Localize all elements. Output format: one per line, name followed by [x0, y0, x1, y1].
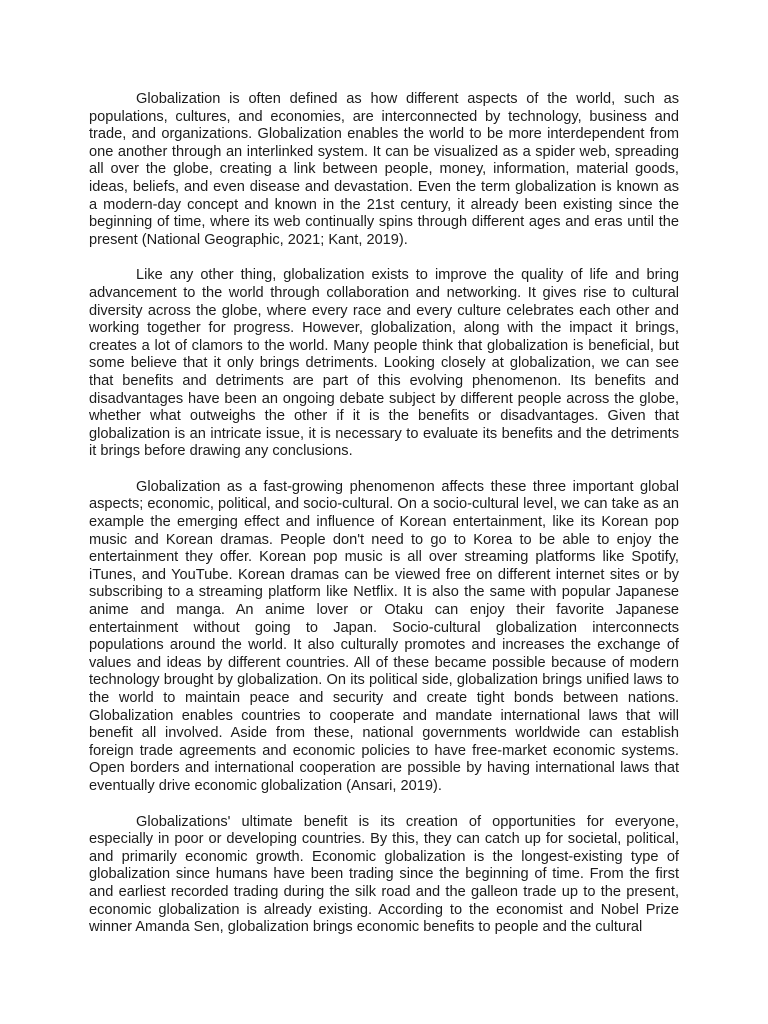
paragraph-1: Globalization is often defined as how different aspects of the world, such as populations, cultures, and economies, are interconnected by technology, business and trade, and organizations. Globalization enables the world to be more interdependent from one another through an interlinked system. It can be visualized as a spider web, spreading all over the globe, creating a link between people, money, information, material goods, ideas, beliefs, and even disease and devastation. Even the term globalization is known as a modern-day concept and known in the 21st century, it already been existing since the beginning of time, where its web continually spins through different ages and eras until the present (National Geographic, 2021; Kant, 2019).: [89, 91, 679, 248]
paragraph-4: Globalizations' ultimate benefit is its creation of opportunities for everyone, especially in poor or developing countries. By this, they can catch up for societal, political, and primarily economic growth. Economic globalization is the longest-existing type of globalization since humans have been trading since the beginning of time. From the first and earliest recorded trading during the silk road and the galleon trade up to the present, economic globalization is already existing. According to the economist and Nobel Prize winner Amanda Sen, globalization brings economic benefits to people and the cultural: [89, 813, 679, 936]
paragraph-3: Globalization as a fast-growing phenomenon affects these three important global aspects; economic, political, and socio-cultural. On a socio-cultural level, we can take as an example the emerging effect and influence of Korean entertainment, like its Korean pop music and Korean dramas. People don't need to go to Korea to be able to enjoy the entertainment they offer. Korean pop music is all over streaming platforms like Spotify, iTunes, and YouTube. Korean dramas can be viewed free on different internet sites or by subscribing to a streaming platform like Netflix. It is also the same with popular Japanese anime and manga. An anime lover or Otaku can enjoy their favorite Japanese entertainment without going to Japan. Socio-cultural globalization interconnects populations around the world. It also culturally promotes and increases the exchange of values and ideas by different countries. All of these became possible because of modern technology brought by globalization. On its political side, globalization brings unified laws to the world to maintain peace and security and create tight bonds between nations. Globalization enables countries to cooperate and mandate international laws that will benefit all involved. Aside from these, national governments worldwide can establish foreign trade agreements and economic policies to have free-market economic systems. Open borders and international cooperation are possible by having international laws that eventually drive economic globalization (Ansari, 2019).: [89, 478, 679, 794]
paragraph-2: Like any other thing, globalization exists to improve the quality of life and bring advancement to the world through collaboration and networking. It gives rise to cultural diversity across the globe, where every race and every culture celebrates each other and working together for progress. However, globalization, along with the impact it brings, creates a lot of clamors to the world. Many people think that globalization is beneficial, but some believe that it only brings detriments. Looking closely at globalization, we can see that benefits and detriments are part of this evolving phenomenon. Its benefits and disadvantages have been an ongoing debate subject by different people across the globe, whether what outweighs the other if it is the benefits or disadvantages. Given that globalization is an intricate issue, it is necessary to evaluate its benefits and the detriments it brings before drawing any conclusions.: [89, 267, 679, 460]
document-body: [89, 91, 679, 955]
